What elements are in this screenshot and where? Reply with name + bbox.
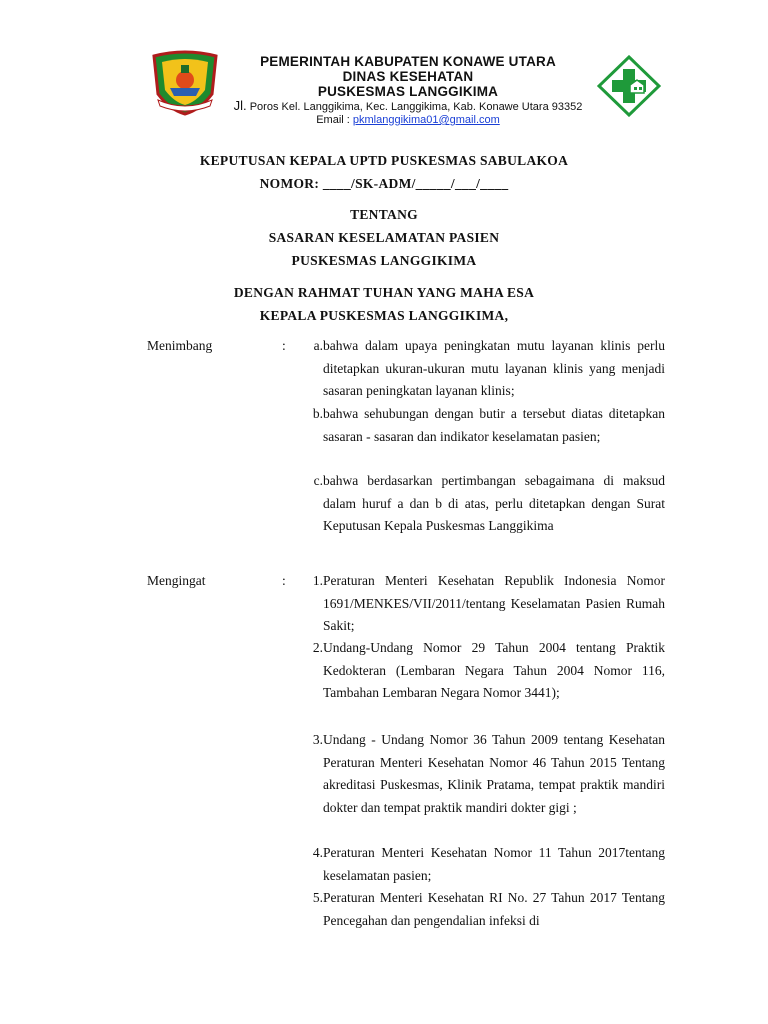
mengingat-colon: : <box>282 573 286 588</box>
letterhead-email-line <box>216 114 600 126</box>
item-marker: 4. <box>312 845 323 860</box>
item-marker: 5. <box>312 890 323 905</box>
email-link[interactable]: pkmlanggikima01@gmail.com <box>352 114 500 126</box>
menimbang-colon: : <box>282 338 286 353</box>
menimbang-item <box>295 403 665 448</box>
letterhead-agency: DINAS KESEHATAN <box>342 69 474 84</box>
puskesmas-cross-logo-icon <box>597 55 661 117</box>
subject-line-1: SASARAN KESELAMATAN PASIEN <box>268 230 500 245</box>
decree-title: KEPUTUSAN KEPALA UPTD PUSKESMAS SABULAKOA <box>199 153 569 168</box>
mengingat-item <box>295 842 665 887</box>
item-text: Undang - Undang Nomor 36 Tahun 2009 tentang Kesehatan Peraturan Menteri Kesehatan Nomor 46 Tahun 2015 Tentang akreditasi Puskesmas, Klinik Pratama, tempat praktik mandiri dokter dan tempat praktik mandiri dokter gigi ; <box>323 732 665 815</box>
grace-line: DENGAN RAHMAT TUHAN YANG MAHA ESA <box>233 285 535 300</box>
mengingat-item <box>295 729 665 819</box>
letterhead <box>216 54 600 126</box>
item-text: bahwa berdasarkan pertimbangan sebagaimana di maksud dalam huruf a dan b di atas, perlu ditetapkan dengan Surat Keputusan Kepala Puskesmas Langgikima <box>323 473 665 533</box>
mengingat-item <box>295 570 665 638</box>
item-marker: 3. <box>312 732 323 747</box>
item-marker: b. <box>312 406 323 421</box>
letterhead-address-line <box>216 99 600 114</box>
item-text: bahwa sehubungan dengan butir a tersebut diatas ditetapkan sasaran - sasaran dan indikator keselamatan pasien; <box>323 406 665 444</box>
mengingat-item <box>295 637 665 705</box>
item-text: Peraturan Menteri Kesehatan RI No. 27 Tahun 2017 Tentang Pencegahan dan pengendalian infeksi di <box>323 890 665 928</box>
menimbang-label: Menimbang <box>147 338 213 353</box>
letterhead-puskesmas: PUSKESMAS LANGGIKIMA <box>317 84 499 99</box>
item-text: bahwa dalam upaya peningkatan mutu layanan klinis perlu ditetapkan ukuran-ukuran mutu layanan klinis yang menjadi sasaran peningkatan layanan klinis; <box>323 338 665 398</box>
letterhead-government: PEMERINTAH KABUPATEN KONAWE UTARA <box>260 54 556 69</box>
item-marker: 2. <box>312 640 323 655</box>
about-heading: TENTANG <box>350 207 418 222</box>
item-text: Undang-Undang Nomor 29 Tahun 2004 tentang Praktik Kedokteran (Lembaran Negara Tahun 2004 Nomor 116, Tambahan Lembaran Negara Nomor 3441); <box>323 640 665 700</box>
item-marker: a. <box>313 338 323 353</box>
item-text: Peraturan Menteri Kesehatan Nomor 11 Tahun 2017tentang keselamatan pasien; <box>323 845 665 883</box>
item-text: Peraturan Menteri Kesehatan Republik Indonesia Nomor 1691/MENKES/VII/2011/tentang Keselamatan Pasien Rumah Sakit; <box>323 573 665 633</box>
email-label: Email : <box>316 114 353 126</box>
mengingat-label: Mengingat <box>147 573 206 588</box>
menimbang-item <box>295 335 665 403</box>
head-of-puskesmas-line: KEPALA PUSKESMAS LANGGIKIMA, <box>259 308 509 323</box>
mengingat-item <box>295 887 665 932</box>
subject-line-2: PUSKESMAS LANGGIKIMA <box>291 253 477 268</box>
menimbang-item <box>295 470 665 538</box>
address-prefix: Jl. <box>233 98 247 113</box>
letterhead-address: Poros Kel. Langgikima, Kec. Langgikima, Kab. Konawe Utara 93352 <box>249 101 583 113</box>
item-marker: 1. <box>312 573 323 588</box>
regency-coat-of-arms-icon <box>150 50 220 116</box>
item-marker: c. <box>313 473 323 488</box>
decree-number: NOMOR: ____/SK-ADM/_____/___/____ <box>259 176 509 191</box>
